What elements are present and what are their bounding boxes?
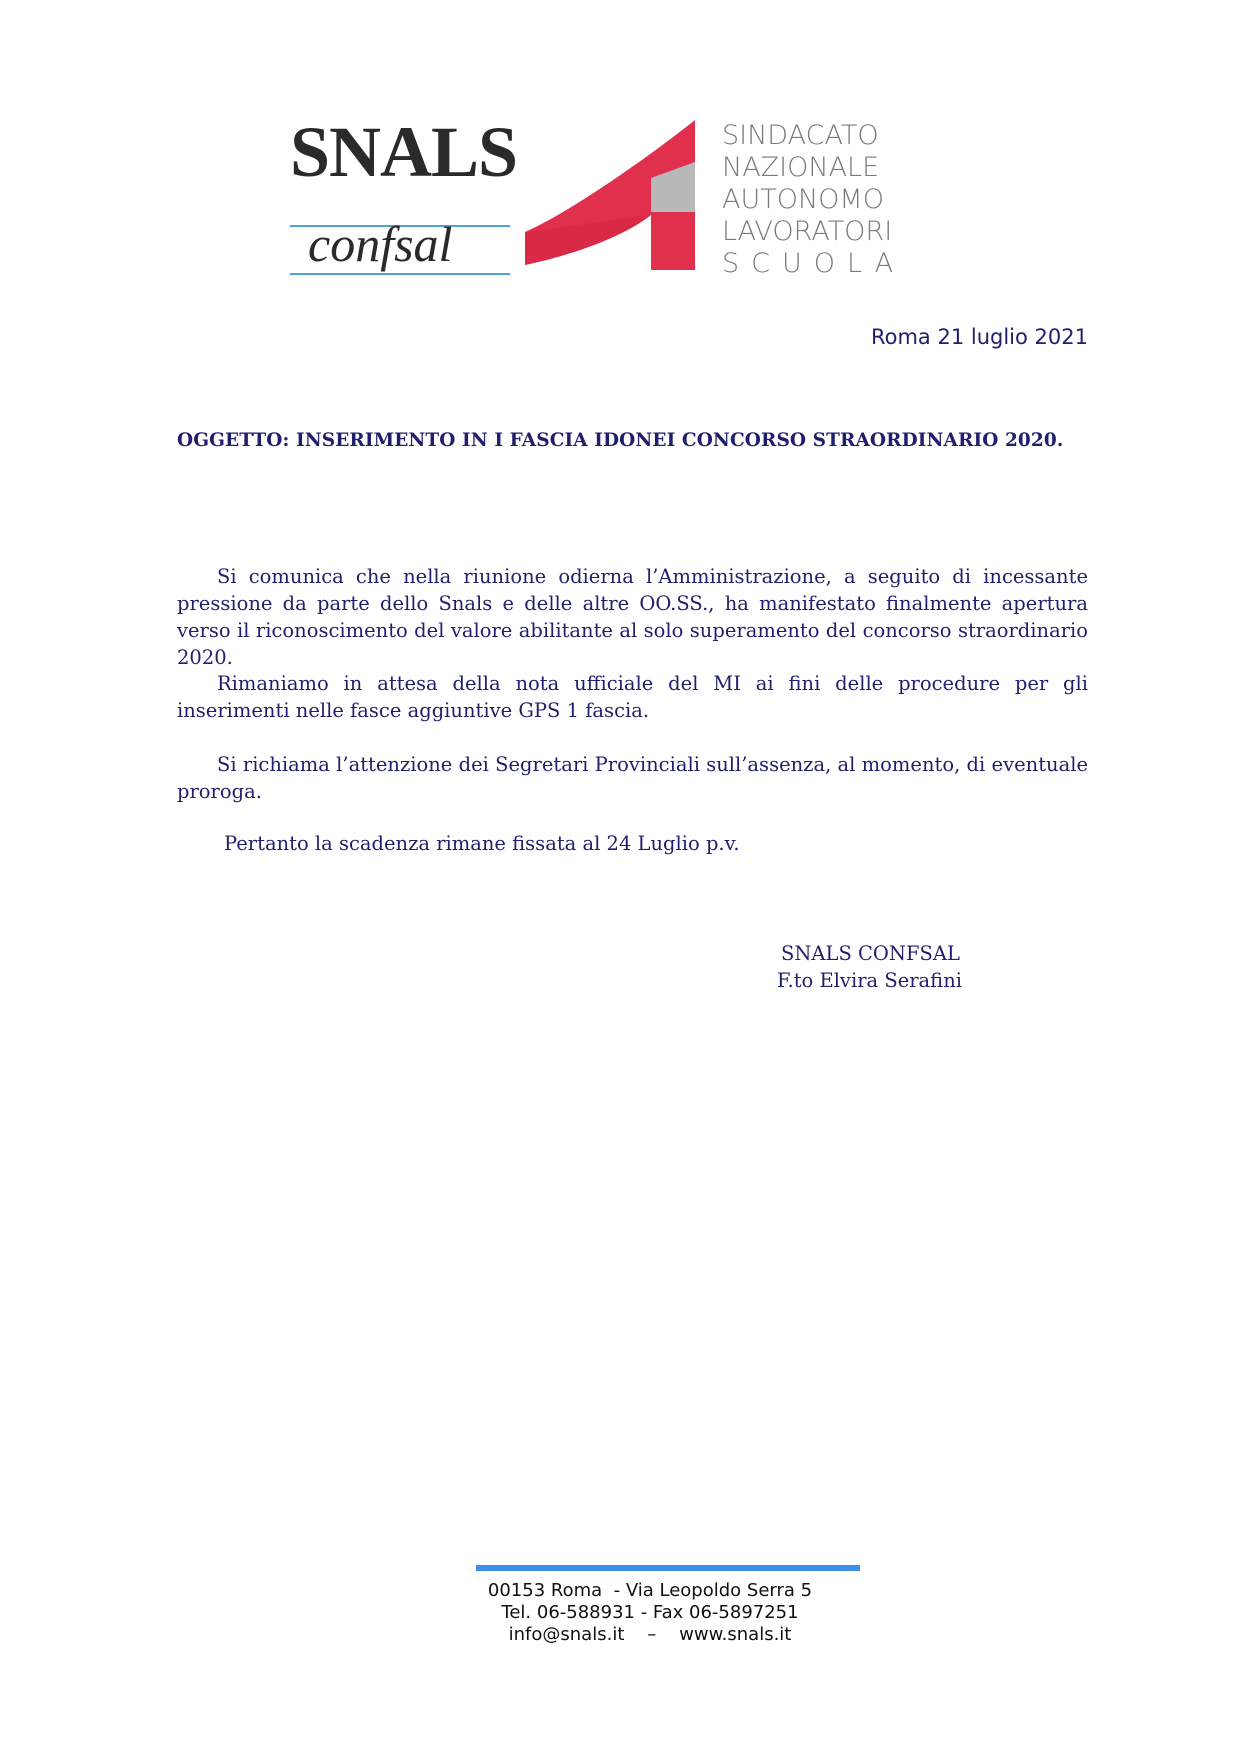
tagline-line: AUTONOMO bbox=[722, 184, 884, 215]
footer-contacts bbox=[430, 1580, 870, 1646]
tagline-line: NAZIONALE bbox=[722, 152, 880, 183]
footer-phone-fax: Tel. 06-588931 - Fax 06-5897251 bbox=[501, 1602, 799, 1623]
letter-subject: OGGETTO: INSERIMENTO IN I FASCIA IDONEI CONCORSO STRAORDINARIO 2020. bbox=[177, 430, 1064, 451]
logo-sub-brand: confsal bbox=[308, 216, 453, 272]
signature-organization: SNALS CONFSAL bbox=[781, 942, 960, 965]
footer-divider bbox=[476, 1565, 860, 1571]
body-paragraph: Rimaniamo in attesa della nota ufficiale del MI ai fini delle procedure per gli inserimenti nelle fasce aggiuntive GPS 1 fascia. bbox=[177, 672, 1088, 722]
logo-tagline bbox=[722, 120, 905, 280]
body-paragraph: Pertanto la scadenza rimane fissata al 24 Luglio p.v. bbox=[224, 832, 740, 855]
body-paragraph: Si comunica che nella riunione odierna l’Amministrazione, a seguito di incessante pressione da parte dello Snals e delle altre OO.SS., ha manifestato finalmente apertura verso il riconoscimento del valore abilitante al solo superamento del concorso straordinario 2020. bbox=[177, 565, 1088, 669]
letter-date: Roma 21 luglio 2021 bbox=[870, 325, 1088, 349]
logo-brand: SNALS bbox=[290, 112, 518, 192]
signature-block bbox=[765, 940, 962, 994]
tagline-line: SINDACATO bbox=[722, 120, 879, 151]
footer-email-website: info@snals.it – www.snals.it bbox=[508, 1624, 792, 1645]
tagline-line: LAVORATORI bbox=[722, 216, 893, 247]
footer-address: 00153 Roma - Via Leopoldo Serra 5 bbox=[487, 1580, 813, 1601]
ribbon-logo-icon bbox=[525, 120, 715, 270]
snals-confsal-logo bbox=[290, 112, 930, 282]
body-paragraph: Si richiama l’attenzione dei Segretari Provinciali sull’assenza, al momento, di eventuale proroga. bbox=[177, 753, 1088, 803]
tagline-line: SCUOLA bbox=[722, 248, 906, 279]
signature-signer: F.to Elvira Serafini bbox=[777, 969, 962, 992]
